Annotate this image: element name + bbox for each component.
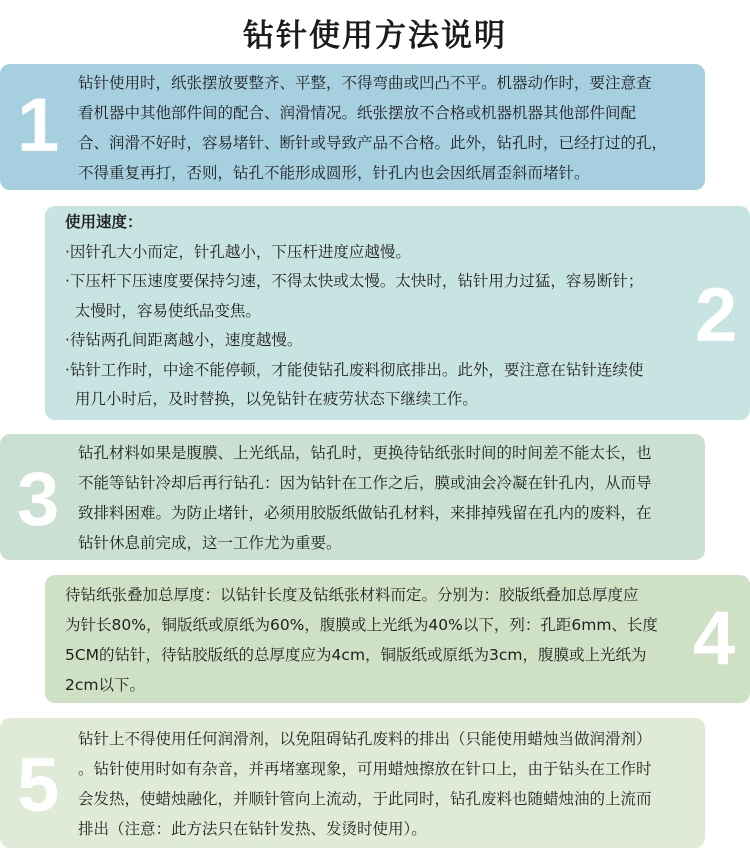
- body-line: 。钻针使用时如有杂音，并再堵塞现象，可用蜡烛擦放在针口上，由于钻头在工作时: [78, 760, 652, 778]
- body-line: 钻孔材料如果是腹膜、上光纸品，钻孔时，更换待钻纸张时间的时间差不能太长，也: [78, 444, 652, 462]
- body-line: ·下压杆下压速度要保持匀速，不得太快或太慢。太快时，钻针用力过猛，容易断针；: [65, 272, 644, 290]
- body-line: 太慢时，容易使纸品变焦。: [65, 301, 261, 320]
- instruction-card-2: [45, 206, 750, 420]
- section-number: 4: [693, 596, 736, 681]
- page-title: 钻针使用方法说明: [243, 18, 507, 54]
- body-line: 待钻纸张叠加总厚度：以钻针长度及钻纸张材料而定。分别为：胶版纸叠加总厚度应: [65, 586, 639, 604]
- section-body: [78, 68, 667, 188]
- body-line: 不得重复再打，否则，钻孔不能形成圆形，针孔内也会因纸屑歪斜而堵针。: [78, 164, 590, 182]
- body-line: ·因针孔大小而定，针孔越小，下压杆进度应越慢。: [65, 242, 411, 261]
- body-line: 排出（注意：此方法只在钻针发热、发烫时使用）。: [78, 820, 427, 838]
- body-line: 钻针上不得使用任何润滑剂，以免阻碍钻孔废料的排出（只能使用蜡烛当做润滑剂）: [78, 730, 652, 748]
- body-line: 合、润滑不好时，容易堵针、断针或导致产品不合格。此外，钻孔时，已经打过的孔，: [78, 134, 668, 152]
- section-heading: 使用速度：: [65, 213, 143, 231]
- section-number: 2: [695, 273, 738, 358]
- instruction-card-1: [0, 64, 705, 190]
- body-line: ·钻针工作时，中途不能停顿，才能使钻孔废料彻底排出。此外，要注意在钻针连续使: [65, 360, 644, 379]
- section-number: 3: [17, 457, 60, 542]
- body-line: 为针长80%，铜版纸或原纸为60%，腹膜或上光纸为40%以下，列：孔距6mm、长度: [65, 616, 658, 634]
- instruction-card-3: [0, 434, 705, 560]
- body-line: 5CM的钻针，待钻胶版纸的总厚度应为4cm，铜版纸或原纸为3cm，腹膜或上光纸为: [65, 646, 647, 664]
- body-line: 会发热，使蜡烛融化，并顺针管向上流动，于此同时，钻孔废料也随蜡烛油的上流而: [78, 790, 652, 808]
- section-body: [78, 724, 652, 844]
- instruction-card-5: [0, 718, 705, 848]
- section-body: [78, 438, 652, 558]
- section-number: 1: [17, 83, 60, 168]
- body-line: ·待钻两孔间距离越小，速度越慢。: [65, 331, 303, 349]
- body-line: 钻针休息前完成，这一工作尤为重要。: [78, 534, 342, 552]
- instruction-card-4: [45, 575, 750, 703]
- body-line: 看机器中其他部件间的配合、润滑情况。纸张摆放不合格或机器机器其他部件间配: [78, 104, 637, 122]
- body-line: 2cm以下。: [65, 676, 145, 694]
- section-body: [65, 580, 658, 700]
- section-body: [65, 208, 643, 415]
- body-line: 致排料困难。为防止堵针，必须用胶版纸做钻孔材料，来排掉残留在孔内的废料，在: [78, 504, 652, 522]
- body-line: 不能等钻针冷却后再行钻孔：因为钻针在工作之后，膜或油会冷凝在针孔内，从而导: [78, 474, 652, 492]
- section-number: 5: [17, 743, 60, 828]
- body-line: 用几小时后，及时替换，以免钻针在疲劳状态下继续工作。: [65, 390, 478, 408]
- body-line: 钻针使用时，纸张摆放要整齐、平整，不得弯曲或凹凸不平。机器动作时，要注意查: [78, 74, 652, 92]
